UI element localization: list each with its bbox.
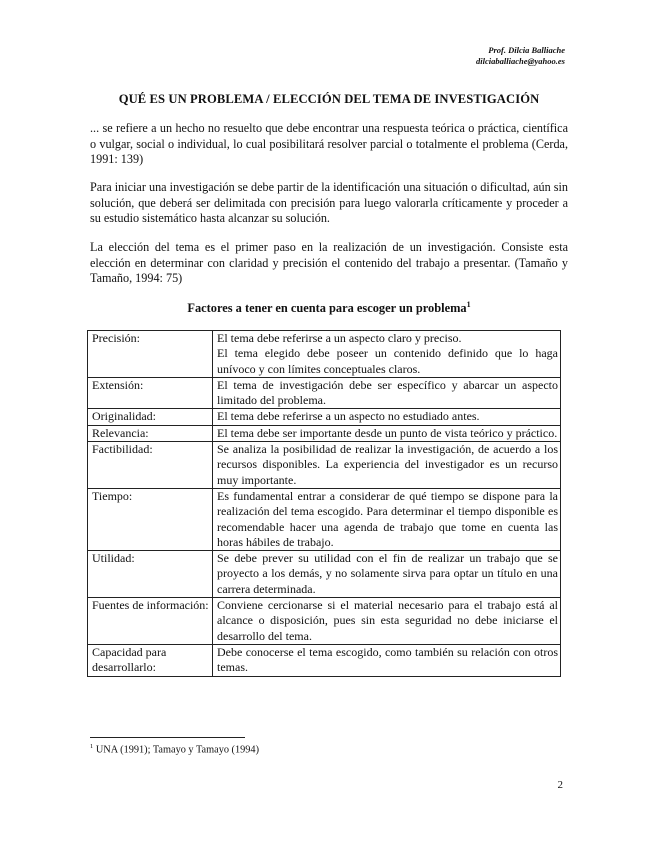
author-name: Prof. Dilcia Balliache <box>488 45 565 55</box>
row-label: Utilidad: <box>88 551 213 598</box>
table-row <box>88 331 561 378</box>
row-label: Precisión: <box>88 331 213 378</box>
paragraph-definition: ... se refiere a un hecho no resuelto que debe encontrar una respuesta teórica o práctica, científica o vulgar, social o individual, lo cual posibilitará resolver parcial o totalmente el problema (Cerda, 1991: 139) <box>90 121 568 166</box>
table-row <box>88 409 561 425</box>
paragraph-start-research: Para iniciar una investigación se debe partir de la identificación una situación o dificultad, aún sin solución, que deberá ser delimitada con precisión para luego valorarla críticamente y proceder a su estudio sistemático hasta alcanzar su solución. <box>90 180 568 225</box>
row-label: Originalidad: <box>88 409 213 425</box>
row-label: Extensión: <box>88 377 213 409</box>
row-description: Debe conocerse el tema escogido, como también su relación con otros temas. <box>213 644 561 676</box>
footnote-number: 1 <box>90 743 94 750</box>
row-description-line: El tema elegido debe poseer un contenido definido que lo haga unívoco y con límites conceptuales claros. <box>217 346 558 376</box>
author-email: dilciaballiache@yahoo.es <box>476 56 565 66</box>
table-row <box>88 551 561 598</box>
table-row <box>88 425 561 441</box>
row-label: Factibilidad: <box>88 442 213 489</box>
factors-table <box>87 330 561 677</box>
footnote-text: UNA (1991); Tamayo y Tamayo (1994) <box>95 744 260 756</box>
row-description: Se analiza la posibilidad de realizar la investigación, de acuerdo a los recursos disponibles. La experiencia del investigador es un recurso muy importante. <box>213 442 561 489</box>
table-row <box>88 377 561 409</box>
row-description: Se debe prever su utilidad con el fin de realizar un trabajo que se proyecto a los demás, y no solamente sirva para optar un título en una carrera determinada. <box>213 551 561 598</box>
footnote-ref: 1 <box>466 300 471 309</box>
row-label: Capacidad para desarrollarlo: <box>88 644 213 676</box>
row-label: Tiempo: <box>88 488 213 550</box>
row-description: El tema debe referirse a un aspecto no estudiado antes. <box>213 409 561 425</box>
footnote <box>90 743 259 755</box>
paragraph-topic-choice: La elección del tema es el primer paso en la realización de un investigación. Consiste esta elección en determinar con claridad y precisión el contenido del trabajo a presentar. (Tamaño y Tamaño, 1994: 75) <box>90 240 568 285</box>
row-description-line: El tema debe referirse a un aspecto claro y preciso. <box>217 331 462 345</box>
table-row <box>88 442 561 489</box>
table-row <box>88 488 561 550</box>
row-description: El tema de investigación debe ser específico y abarcar un aspecto limitado del problema. <box>213 377 561 409</box>
table-title-text: Factores a tener en cuenta para escoger un problema <box>187 301 467 316</box>
table-row <box>88 598 561 645</box>
row-label: Fuentes de información: <box>88 598 213 645</box>
document-title: QUÉ ES UN PROBLEMA / ELECCIÓN DEL TEMA DE INVESTIGACIÓN <box>118 92 540 106</box>
table-row <box>88 644 561 676</box>
row-description: Es fundamental entrar a considerar de qué tiempo se dispone para la realización del tema escogido. Para determinar el tiempo disponible es recomendable hacer una agenda de trabajo que tome en cuenta las horas hábiles de trabajo. <box>213 488 561 550</box>
page-number: 2 <box>557 779 563 791</box>
table-title <box>90 300 568 316</box>
row-description: Conviene cercionarse si el material necesario para el trabajo está al alcance o disposición, pues sin esta seguridad no debe iniciarse el desarrollo del tema. <box>213 598 561 645</box>
row-description <box>213 331 561 378</box>
page-header <box>476 45 565 67</box>
footnote-divider <box>90 737 245 738</box>
row-label: Relevancia: <box>88 425 213 441</box>
row-description: El tema debe ser importante desde un punto de vista teórico y práctico. <box>213 425 561 441</box>
